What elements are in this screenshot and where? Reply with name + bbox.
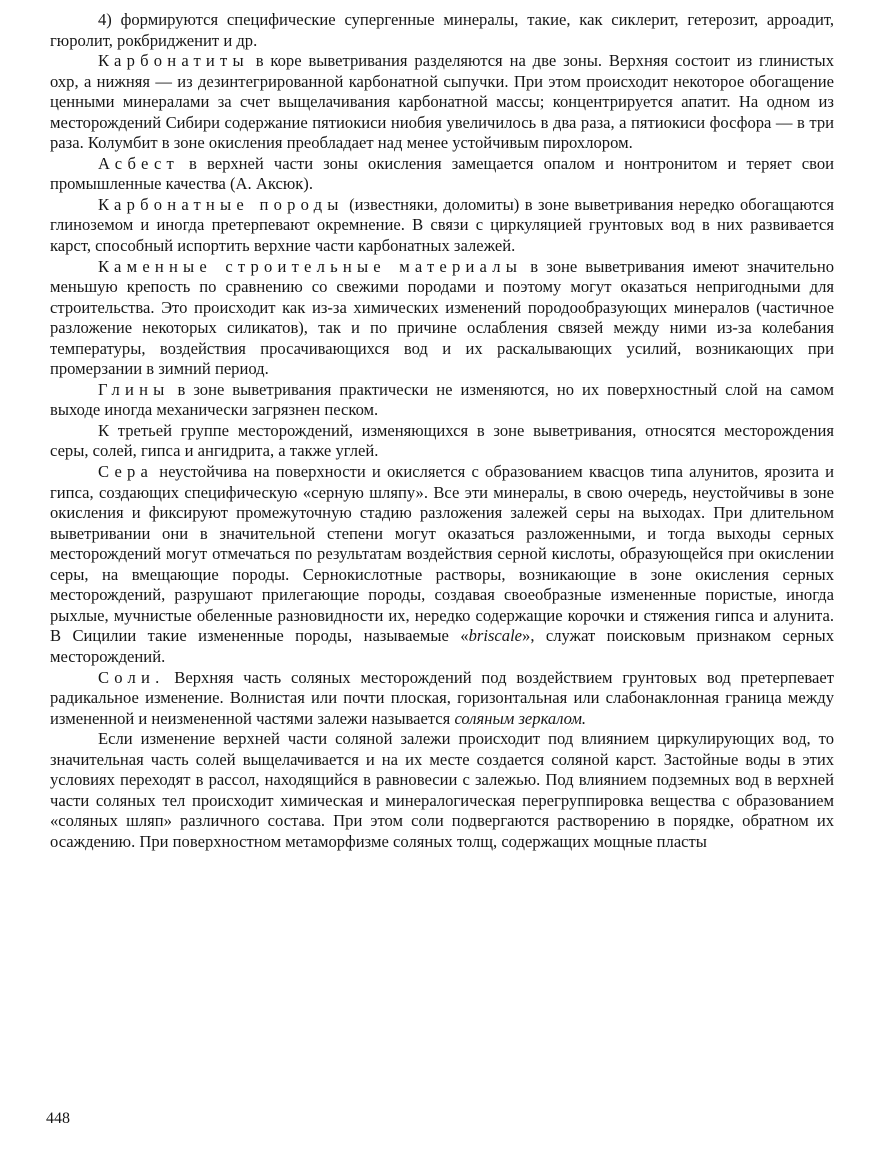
- text-run: Верхняя часть соляных месторождений под воздействием грунтовых вод претерпевает радикальное изменение. Волнистая или почти плоская, горизонтальная или слабонаклонная граница между измененной и неизмененной частями залежи называется: [50, 667, 834, 728]
- term-building-stones: Каменные строительные материалы: [98, 256, 523, 276]
- term-asbestos: Асбест: [98, 153, 179, 173]
- term-sulfur: Сера: [98, 462, 154, 482]
- text-run: К третьей группе месторождений, изменяющихся в зоне выветривания, относятся месторождения серы, солей, гипса и ангидрита, а также углей.: [50, 420, 834, 461]
- paragraph-building-stones: [50, 257, 834, 380]
- text-run: », служат поисковым признаком серных месторождений.: [50, 626, 835, 666]
- paragraph-carbonate-rocks: [50, 195, 834, 257]
- paragraph-clays: [50, 380, 834, 421]
- text-run: в верхней части зоны окисления замещается опалом и нонтронитом и теряет свои промышленные качества (А. Аксюк).: [50, 153, 834, 194]
- text-run: в зоне выветривания практически не изменяются, но их поверхностный слой на самом выходе иногда механически загрязнен песком.: [50, 379, 834, 420]
- term-salts: Соли.: [98, 667, 165, 687]
- paragraph-third-group: [50, 421, 834, 462]
- paragraph-asbestos: [50, 154, 834, 195]
- text-run: Если изменение верхней части соляной залежи происходит под влиянием циркулирующих вод, то значительная часть солей выщелачивается и на их месте создается соляной карст. Застойные воды в этих условиях переходят в рассол, находящийся в равновесии с залежью. Под влиянием подземных вод в верхней части соляных тел происходит химическая и минералогическая перегруппировка вещества с образованием «соляных шляп» различного состава. При этом соли подвергаются растворению в порядке, обратном их осаждению. При поверхностном метаморфизме соляных толщ, содержащих мощные пласты: [50, 729, 834, 851]
- text-run: 4) формируются специфические супергенные минералы, такие, как сиклерит, гетерозит, арроадит, гюролит, рокбриджeнит и др.: [50, 10, 834, 50]
- term-carbonate-rocks: Карбонатные породы: [98, 194, 344, 214]
- page-number: 448: [46, 1110, 70, 1127]
- term-clays: Глины: [98, 379, 170, 399]
- text-run: неустойчива на поверхности и окисляется с образованием квасцов типа алунитов, ярозита и гипса, создающих специфическую «серную шляпу». Все эти минералы, в свою очередь, неустойчивы в зоне окисления и фиксируют промежуточную стадию разложения залежей серы на выходах. При длительном выветривании они в значительной степени могут оказаться разложенными, и тогда выходы серных месторождений могут отмечаться по результатам воздействия серной кислоты, образующейся при окислении серы, на вмещающие породы. Сернокислотные растворы, возникающие в зоне окисления серных месторождений, разрушают прилегающие породы, создавая своеобразные измененные пористые, иногда рыхлые, мучнистые обеленные разновидности их, нередко содержащие корочки и стяжения гипса и алунита. В Сицилии такие измененные породы, называемые «: [50, 462, 834, 646]
- text-run: в зоне выветривания имеют значительно меньшую крепость по сравнению со свежими породами и поэтому могут оказаться непригодными для строительства. Это происходит как из-за химических изменений породообразующих минералов (частичное разложение некоторых силикатов), так и по причине ослабления связей между ними из-за колебания температуры, воздействия просачивающихся вод и их раскалывающих усилий, возникающих при промерзании в зимний период.: [50, 256, 834, 379]
- paragraph-minerals: [50, 10, 834, 51]
- page-body: [50, 10, 834, 852]
- paragraph-sulfur: [50, 462, 834, 667]
- term-briscale: briscale: [468, 626, 523, 646]
- term-salt-mirror: соляным зеркалом.: [454, 708, 587, 728]
- paragraph-salts: [50, 668, 834, 730]
- text-run: (известняки, доломиты) в зоне выветривания нередко обогащаются глиноземом и иногда претерпевают окремнение. В связи с циркуляцией грунтовых вод в них развивается карст, способный испортить верхние части карбонатных залежей.: [50, 194, 834, 256]
- term-carbonatites: Карбонатиты: [98, 51, 249, 71]
- text-run: в коре выветривания разделяются на две зоны. Верхняя состоит из глинистых охр, а нижняя — из дезинтегрированной карбонатной сыпучки. При этом происходит некоторое обогащение ценными минералами за счет выщелачивания карбонатной массы; концентрируется апатит. На одном из месторождений Сибири содержание пятиокиси ниобия увеличилось в два раза, а пятиокиси фосфора — в три раза. Колумбит в зоне окисления преобладает над менее устойчивым пирохлором.: [50, 51, 834, 153]
- paragraph-carbonatites: [50, 51, 834, 154]
- paragraph-salt-karst: [50, 729, 834, 852]
